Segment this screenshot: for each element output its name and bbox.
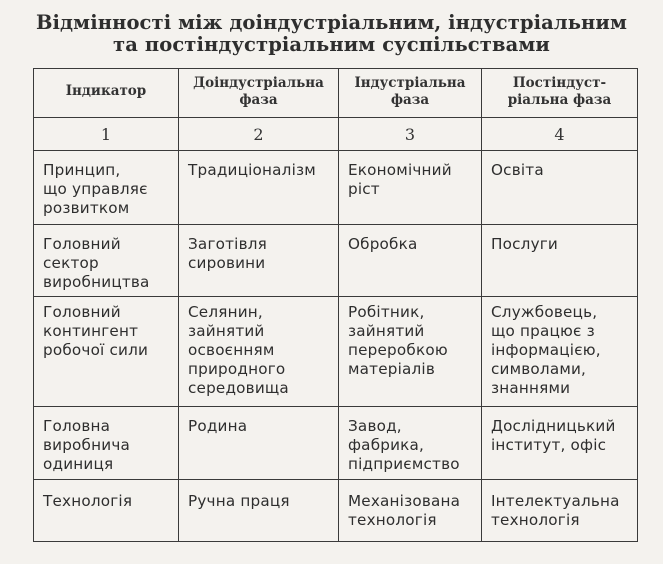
cell-line: Дослідницький bbox=[491, 417, 616, 435]
header-postindustrial bbox=[482, 69, 638, 118]
cell-indicator bbox=[34, 407, 179, 480]
cell-line: Службовець, bbox=[491, 303, 598, 321]
header-postindustrial-line-1: Постіндуст- bbox=[512, 75, 607, 91]
cell-industrial bbox=[339, 480, 482, 542]
header-indicator bbox=[34, 69, 179, 118]
cell-line: матеріалів bbox=[348, 360, 435, 378]
cell-line: зайнятий bbox=[188, 322, 265, 340]
cell-line: переробкою bbox=[348, 341, 448, 359]
cell-line: освоєнням bbox=[188, 341, 275, 359]
header-postindustrial-line-2: ріальна фаза bbox=[507, 92, 612, 108]
cell-line: Робітник, bbox=[348, 303, 425, 321]
cell-line: Економічний bbox=[348, 161, 452, 179]
table-row bbox=[34, 151, 638, 225]
cell-line: Технологія bbox=[43, 492, 133, 510]
cell-line: Обробка bbox=[348, 235, 418, 253]
cell-preindustrial bbox=[179, 225, 339, 297]
column-number: 2 bbox=[179, 118, 339, 151]
cell-line: Завод, bbox=[348, 417, 402, 435]
cell-indicator bbox=[34, 225, 179, 297]
cell-line: технологія bbox=[348, 511, 437, 529]
table-row bbox=[34, 407, 638, 480]
cell-indicator bbox=[34, 480, 179, 542]
header-industrial-line-1: Індустріальна bbox=[354, 75, 466, 91]
cell-line: Принцип, bbox=[43, 161, 121, 179]
comparison-table bbox=[33, 68, 638, 542]
column-number: 1 bbox=[34, 118, 179, 151]
cell-industrial bbox=[339, 225, 482, 297]
cell-industrial bbox=[339, 297, 482, 407]
cell-line: виробництва bbox=[43, 273, 150, 291]
cell-indicator bbox=[34, 151, 179, 225]
cell-line: Головна bbox=[43, 417, 111, 435]
cell-postindustrial bbox=[482, 297, 638, 407]
header-preindustrial bbox=[179, 69, 339, 118]
title-line-2: та постіндустріальним суспільствами bbox=[113, 33, 550, 56]
cell-line: фабрика, bbox=[348, 436, 425, 454]
cell-line: інформацією, bbox=[491, 341, 601, 359]
cell-line: ріст bbox=[348, 180, 380, 198]
cell-line: розвитком bbox=[43, 199, 130, 217]
cell-industrial bbox=[339, 151, 482, 225]
cell-postindustrial bbox=[482, 480, 638, 542]
table-row bbox=[34, 297, 638, 407]
cell-line: інститут, офіс bbox=[491, 436, 607, 454]
cell-line: Інтелектуальна bbox=[491, 492, 620, 510]
cell-line: символами, bbox=[491, 360, 587, 378]
cell-line: виробнича bbox=[43, 436, 130, 454]
cell-preindustrial bbox=[179, 480, 339, 542]
cell-preindustrial bbox=[179, 407, 339, 480]
cell-postindustrial bbox=[482, 407, 638, 480]
cell-line: контингент bbox=[43, 322, 139, 340]
table-header-row bbox=[34, 69, 638, 118]
column-number: 3 bbox=[339, 118, 482, 151]
cell-postindustrial bbox=[482, 151, 638, 225]
cell-postindustrial bbox=[482, 225, 638, 297]
header-preindustrial-line-1: Доіндустріальна bbox=[193, 75, 324, 91]
column-number-row bbox=[34, 118, 638, 151]
cell-line: Селянин, bbox=[188, 303, 263, 321]
cell-preindustrial bbox=[179, 151, 339, 225]
cell-line: Послуги bbox=[491, 235, 559, 253]
header-industrial bbox=[339, 69, 482, 118]
cell-line: природного bbox=[188, 360, 286, 378]
column-number: 4 bbox=[482, 118, 638, 151]
header-indicator-line-1: Індикатор bbox=[65, 83, 147, 99]
cell-industrial bbox=[339, 407, 482, 480]
header-preindustrial-line-2: фаза bbox=[239, 92, 278, 108]
cell-line: Традиціоналізм bbox=[188, 161, 316, 179]
cell-line: Головний bbox=[43, 303, 121, 321]
cell-line: Заготівля bbox=[188, 235, 267, 253]
title-line-1: Відмінності між доіндустріальним, індустріальним bbox=[35, 11, 628, 34]
cell-line: сектор bbox=[43, 254, 99, 272]
cell-line: підприємство bbox=[348, 455, 460, 473]
table-row bbox=[34, 480, 638, 542]
cell-line: сировини bbox=[188, 254, 266, 272]
cell-preindustrial bbox=[179, 297, 339, 407]
header-industrial-line-2: фаза bbox=[390, 92, 430, 108]
cell-line: середовища bbox=[188, 379, 289, 397]
cell-line: Механізована bbox=[348, 492, 461, 510]
cell-line: одиниця bbox=[43, 455, 114, 473]
cell-line: Ручна праця bbox=[188, 492, 290, 510]
cell-indicator bbox=[34, 297, 179, 407]
page-title bbox=[0, 12, 663, 56]
cell-line: зайнятий bbox=[348, 322, 425, 340]
cell-line: що працює з bbox=[491, 322, 595, 340]
cell-line: технологія bbox=[491, 511, 580, 529]
cell-line: знаннями bbox=[491, 379, 571, 397]
table-row bbox=[34, 225, 638, 297]
cell-line: робочої сили bbox=[43, 341, 149, 359]
cell-line: Освіта bbox=[491, 161, 544, 179]
cell-line: Родина bbox=[188, 417, 248, 435]
cell-line: що управляє bbox=[43, 180, 148, 198]
cell-line: Головний bbox=[43, 235, 121, 253]
